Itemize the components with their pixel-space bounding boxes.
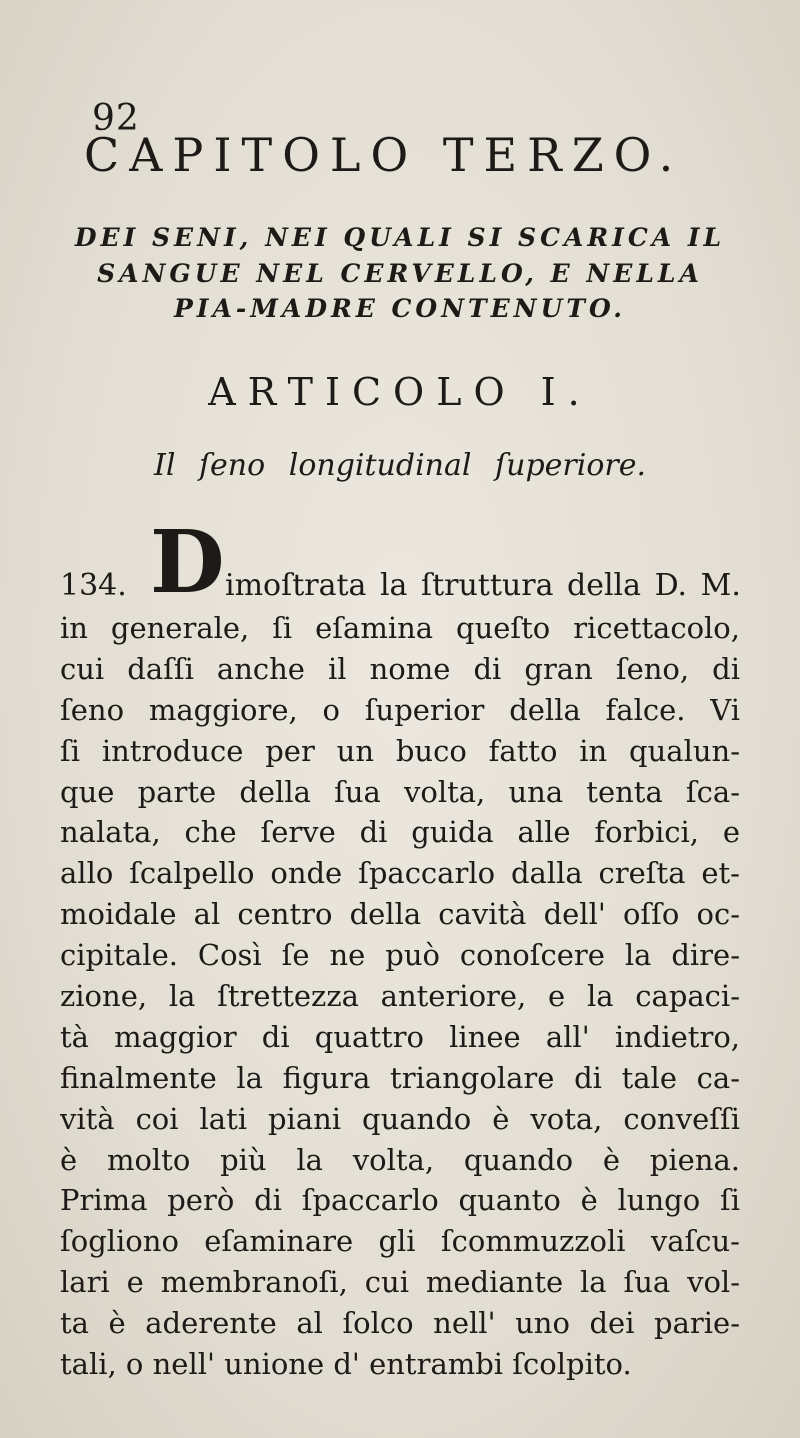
body-line: in generale, ſi eſamina queſto ricettacolo,	[60, 611, 740, 645]
chapter-title: CAPITOLO TERZO.	[84, 128, 684, 182]
body-line: ſeno maggiore, o ſuperior della falce. Vi	[60, 692, 740, 727]
body-line: nalata, che ſerve di guida alle forbici, e	[60, 815, 740, 850]
body-line: zione, la ſtrettezza anteriore, e la capaci-	[60, 979, 740, 1014]
body-line: lari e membranoſi, cui mediante la ſua vol-	[60, 1265, 740, 1300]
paragraph-number: 134.	[60, 568, 127, 603]
section-heading-line: SANGUE NEL CERVELLO, E NELLA	[97, 258, 703, 288]
body-line: ſogliono eſaminare gli ſcommuzzoli vaſcu-	[60, 1224, 740, 1259]
body-line: Prima però di ſpaccarlo quanto è lungo ſi	[60, 1183, 740, 1218]
section-heading-line: DEI SENI, NEI QUALI SI SCARICA IL	[74, 223, 726, 252]
article-title: ARTICOLO I.	[208, 370, 592, 414]
drop-cap: D	[150, 512, 225, 613]
paragraph-first-line: imoſtrata la ſtruttura della D. M.	[225, 568, 741, 603]
body-line: cui daſſi anche il nome di gran ſeno, di	[60, 651, 740, 686]
paragraph-body	[60, 608, 740, 1385]
body-line: ta è aderente al ſolco nell' uno dei parie-	[60, 1306, 740, 1341]
section-heading-line: PIA-MADRE CONTENUTO.	[173, 294, 626, 323]
body-line: ſi introduce per un buco fatto in qualun-	[60, 733, 740, 768]
body-line: moidale al centro della cavità dell' oſſo oc-	[60, 897, 740, 932]
article-subtitle: Il ſeno longitudinal ſuperiore.	[153, 448, 647, 483]
body-line: cipitale. Così ſe ne può conoſcere la dire-	[60, 938, 740, 973]
body-line: tà maggior di quattro linee all' indietro,	[60, 1019, 740, 1054]
body-line: allo ſcalpello onde ſpaccarlo dalla creſta et-	[60, 856, 740, 891]
section-heading	[60, 220, 740, 327]
body-line: è molto più la volta, quando è piena.	[60, 1142, 740, 1177]
body-line: que parte della ſua volta, una tenta ſca-	[60, 774, 740, 809]
body-line: tali, o nell' unione d' entrambi ſcolpito.	[60, 1347, 632, 1382]
body-line: vità coi lati piani quando è vota, conveſſi	[60, 1101, 740, 1136]
body-line: finalmente la figura triangolare di tale ca-	[60, 1060, 740, 1095]
page-number: 92	[92, 98, 140, 139]
